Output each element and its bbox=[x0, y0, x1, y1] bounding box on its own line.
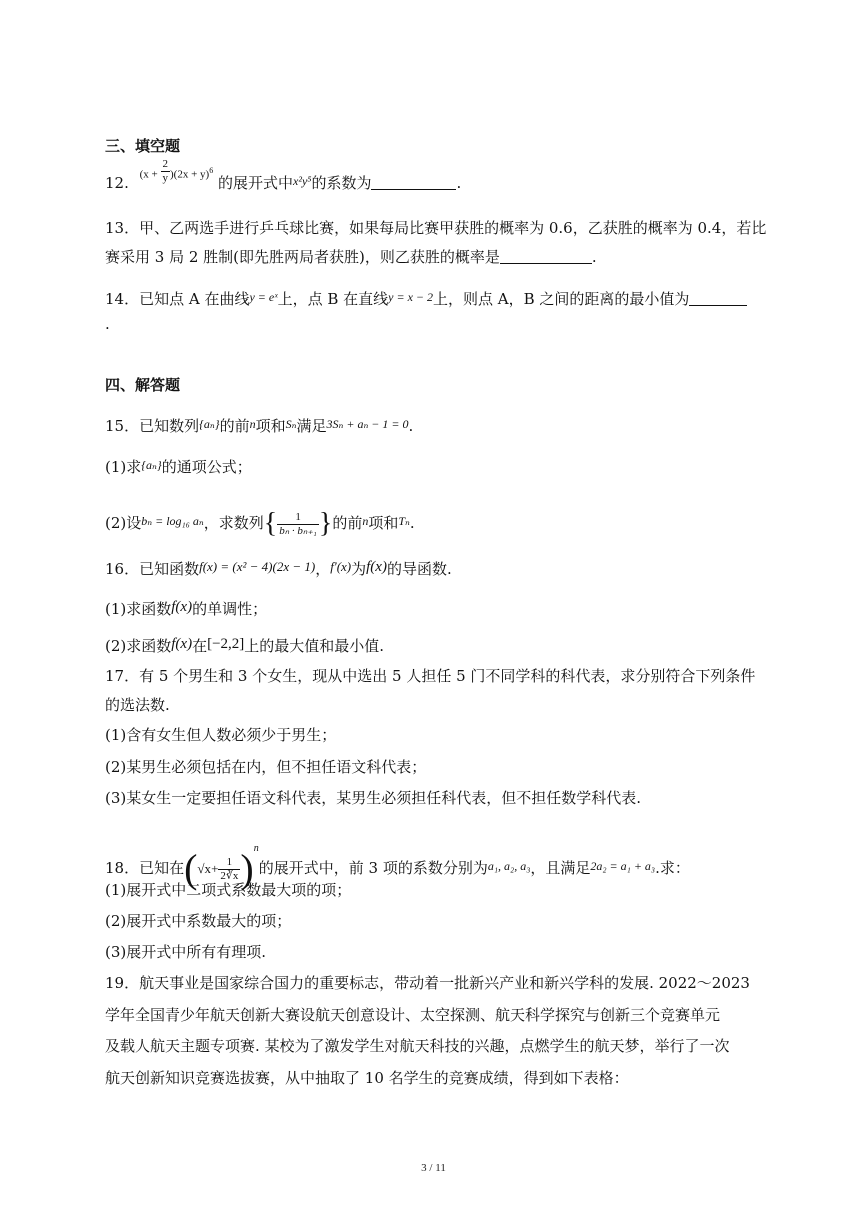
answer-blank bbox=[500, 249, 592, 264]
question-12 bbox=[105, 157, 462, 196]
q16-text: 为 bbox=[351, 560, 367, 578]
paren-right: ) bbox=[240, 846, 254, 891]
question-14 bbox=[105, 286, 747, 310]
q18-text: .求： bbox=[655, 859, 690, 877]
q16-text: 上的最大值和最小值. bbox=[244, 637, 385, 655]
q12-expr-part: (x + bbox=[139, 169, 158, 181]
q16-part-1 bbox=[105, 596, 267, 620]
q17-part-3: (3)某女生一定要担任语文科代表，某男生必须担任科代表，但不担任数学科代表. bbox=[105, 789, 642, 807]
section-heading-fill-in: 三、填空题 bbox=[105, 137, 181, 155]
question-19-line-1: 19．航天事业是国家综合国力的重要标志，带动着一批新兴产业和新兴学科的发展. 2022～2023 bbox=[105, 974, 750, 992]
q18-part-2: (2)展开式中系数最大的项； bbox=[105, 912, 292, 930]
q15-text: 的前 bbox=[332, 514, 363, 532]
q16-math: f(x) bbox=[366, 559, 387, 575]
page-number: 3 / 11 bbox=[421, 1162, 446, 1174]
q14-period: . bbox=[105, 315, 110, 333]
q12-exponent: 6 bbox=[209, 166, 214, 176]
q16-text: (1)求函数 bbox=[105, 600, 172, 618]
q14-line: y = x − 2 bbox=[388, 290, 434, 304]
q16-math: f(x) = (x² − 4)(2x − 1) bbox=[199, 559, 316, 574]
q16-text: (2)求函数 bbox=[105, 637, 172, 655]
q15-text: ，求数列 bbox=[203, 514, 264, 532]
question-19-line-2: 学年全国青少年航天创新大赛设航天创意设计、太空探测、航天科学探究与创新三个竞赛单元 bbox=[105, 1006, 721, 1024]
q15-math: {aₙ} bbox=[199, 417, 220, 431]
q18-exponent: n bbox=[253, 843, 259, 854]
frac-denominator: 2∛x bbox=[220, 869, 239, 882]
q15-math: n bbox=[362, 514, 369, 528]
q15-text: 项和 bbox=[368, 514, 399, 532]
q15-text: 项和 bbox=[255, 417, 286, 435]
q15-period: . bbox=[408, 417, 414, 435]
question-13-line-1: 13．甲、乙两选手进行乒乓球比赛，如果每局比赛甲获胜的概率为 0.6，乙获胜的概率为 0.4，若比 bbox=[105, 219, 767, 237]
frac-denominator: bₙ · bₙ₊₁ bbox=[279, 524, 317, 537]
q16-text: 16．已知函数 bbox=[105, 560, 200, 578]
q15-text: 的通项公式； bbox=[161, 458, 252, 476]
q18-math: a₁, a₂, a₃ bbox=[487, 859, 531, 873]
frac-numerator: 1 bbox=[218, 856, 240, 870]
answer-blank bbox=[371, 175, 456, 190]
question-15 bbox=[105, 413, 413, 437]
q12-text: 的展开式中 bbox=[218, 174, 294, 192]
brace-left: { bbox=[263, 508, 278, 539]
q16-part-2 bbox=[105, 633, 384, 657]
q16-math: f(x) bbox=[171, 599, 193, 615]
q12-text: 的系数为 bbox=[311, 174, 372, 192]
paren-left: ( bbox=[184, 846, 198, 891]
q18-text: 的展开式中，前 3 项的系数分别为 bbox=[258, 859, 488, 877]
q16-math: f′(x) bbox=[330, 559, 352, 574]
q16-text: 的单调性； bbox=[192, 600, 268, 618]
brace-right: } bbox=[318, 508, 333, 539]
q16-text: 在 bbox=[192, 637, 208, 655]
q15-period: . bbox=[409, 514, 415, 532]
q15-math: bₙ = log₁₆ aₙ bbox=[141, 514, 204, 528]
q15-part-2 bbox=[105, 502, 415, 543]
q15-fraction bbox=[277, 511, 319, 538]
q18-sqrt: √x bbox=[197, 861, 212, 876]
q16-interval: [−2,2] bbox=[207, 636, 245, 652]
q14-curve: y = eˣ bbox=[249, 290, 278, 304]
question-17-line-2: 的选法数. bbox=[105, 696, 170, 714]
q15-text: (2)设 bbox=[105, 514, 142, 532]
q16-text: 的导函数. bbox=[386, 560, 452, 578]
q15-math: Sₙ bbox=[285, 417, 297, 431]
q13-period: . bbox=[591, 248, 597, 266]
frac-numerator: 2 bbox=[162, 157, 169, 170]
q15-part-1 bbox=[105, 454, 252, 478]
q18-part-1: (1)展开式中二项式系数最大项的项； bbox=[105, 881, 352, 899]
q15-math: Tₙ bbox=[398, 514, 410, 528]
q15-math: {aₙ} bbox=[141, 458, 162, 472]
q13-text: 赛采用 3 局 2 胜制(即先胜两局者获胜)，则乙获胜的概率是 bbox=[105, 248, 500, 266]
question-13-line-2 bbox=[105, 246, 597, 268]
q12-term: x²y⁵ bbox=[293, 174, 312, 188]
question-16 bbox=[105, 556, 452, 580]
q14-text: 上，点 B 在直线 bbox=[277, 290, 389, 308]
q16-text: ， bbox=[315, 560, 331, 578]
q14-text: 14．已知点 A 在曲线 bbox=[105, 290, 250, 308]
question-17-line-1: 17．有 5 个男生和 3 个女生，现从中选出 5 人担任 5 门不同学科的科代表，求分别符合下列条件 bbox=[105, 667, 756, 685]
frac-denominator: y bbox=[162, 171, 169, 184]
q18-text: 18．已知在 bbox=[105, 859, 185, 877]
q12-expression bbox=[139, 157, 214, 186]
frac-numerator: 1 bbox=[277, 511, 319, 525]
q14-text: 上，则点 A，B 之间的距离的最小值为 bbox=[433, 290, 690, 308]
answer-blank bbox=[689, 291, 747, 306]
q15-text: 15．已知数列 bbox=[105, 417, 200, 435]
q15-text: 满足 bbox=[296, 417, 327, 435]
q18-part-3: (3)展开式中所有有理项. bbox=[105, 943, 267, 961]
q12-fraction bbox=[161, 158, 171, 185]
section-heading-answer: 四、解答题 bbox=[105, 376, 181, 394]
q12-period: . bbox=[456, 174, 462, 192]
q18-text: ，且满足 bbox=[530, 859, 591, 877]
question-19-line-4: 航天创新知识竞赛选拔赛，从中抽取了 10 名学生的竞赛成绩，得到如下表格： bbox=[105, 1069, 629, 1087]
question-19-line-3: 及载人航天主题专项赛. 某校为了激发学生对航天科技的兴趣，点燃学生的航天梦，举行了一次 bbox=[105, 1037, 730, 1055]
q15-math: 3Sₙ + aₙ − 1 = 0 bbox=[326, 417, 409, 431]
q18-math: 2a₂ = a₁ + a₃ bbox=[590, 859, 656, 873]
q17-part-2: (2)某男生必须包括在内，但不担任语文科代表； bbox=[105, 758, 427, 776]
q18-plus: + bbox=[211, 861, 219, 876]
q15-math: n bbox=[249, 417, 256, 431]
q16-math: f(x) bbox=[171, 636, 193, 652]
q15-text: 的前 bbox=[219, 417, 250, 435]
q17-part-1: (1)含有女生但人数必须少于男生； bbox=[105, 726, 337, 744]
question-number: 12. bbox=[105, 174, 129, 192]
q12-expr-part: )(2x + y) bbox=[170, 169, 210, 181]
q15-text: (1)求 bbox=[105, 458, 142, 476]
